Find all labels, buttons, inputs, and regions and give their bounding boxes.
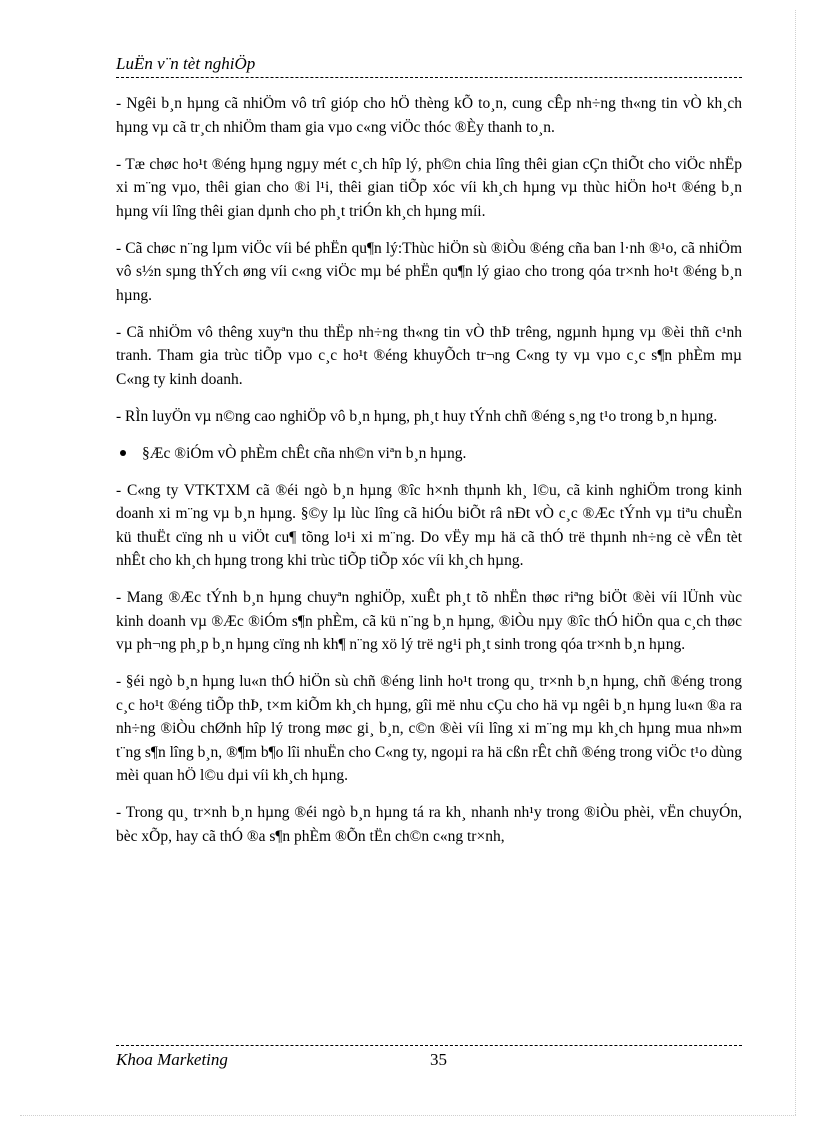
page-header-title: LuËn v¨n tèt nghiÖp xyxy=(116,54,256,73)
paragraph: - §éi ngò b¸n hµng lu«n thÓ hiÖn sù chñ ®éng linh ho¹t trong qu¸ tr×nh b¸n hµng, chñ ®éng trong c¸c ho¹t ®éng tiÕp thÞ, t×m kiÕm kh¸ch hµng, gîi më nhu cÇu cho hä vµ ngêi b¸n hµng lu«n ®a ra nh÷ng ®iÒu chØnh hîp lý trong møc gi¸ b¸n, c©n ®èi víi lîng xi m¨ng mµ kh¸ch hµng mua nh»m t¨ng s¶n lîng b¸n, ®¶m b¶o lîi nhuËn cho C«ng ty, ngoµi ra hä cßn rÊt chñ ®éng trong viÖc t¹o dùng mèi quan hÖ l©u dµi víi kh¸ch hµng. xyxy=(116,673,742,784)
bullet-heading-text: §Æc ®iÓm vÒ phÈm chÊt cña nh©n viªn b¸n hµng. xyxy=(142,444,467,462)
footer-divider xyxy=(116,1045,742,1046)
header-divider xyxy=(116,77,742,78)
page-number: 35 xyxy=(430,1050,447,1069)
footer-department: Khoa Marketing xyxy=(116,1050,228,1069)
paragraph: - RÌn luyÖn vµ n©ng cao nghiÖp vô b¸n hµng, ph¸t huy tÝnh chñ ®éng s¸ng t¹o trong b¸n hµng. xyxy=(116,407,718,425)
paragraph: - Tæ chøc ho¹t ®éng hµng ngµy mét c¸ch hîp lý, ph©n chia lîng thêi gian cÇn thiÕt cho viÖc nhËp xi m¨ng vµo, thêi gian cho ®i l¹i, thêi gian tiÕp xóc víi kh¸ch hµng vµ thùc hiÖn ho¹t ®éng b¸n hµng víi lîng thêi gian dµnh cho ph¸t triÓn kh¸ch hµng míi. xyxy=(116,155,742,220)
paragraph: - Mang ®Æc tÝnh b¸n hµng chuyªn nghiÖp, xuÊt ph¸t tõ nhËn thøc riªng biÖt ®èi víi lÜnh vùc kinh doanh vµ ®Æc ®iÓm s¶n phÈm, cã kü n¨ng b¸n hµng, ®iÒu nµy ®îc thÓ hiÖn qua c¸ch thøc vµ ph¬ng ph¸p b¸n hµng cïng nh kh¶ n¨ng xö lý trë ng¹i ph¸t sinh trong qóa tr×nh b¸n hµng. xyxy=(116,589,742,653)
bullet-icon xyxy=(120,450,126,456)
paragraph: - Cã nhiÖm vô thêng xuyªn thu thËp nh÷ng th«ng tin vÒ thÞ trêng, ngµnh hµng vµ ®èi thñ c¹nh tranh. Tham gia trùc tiÕp vµo c¸c ho¹t ®éng khuyÕch tr¬ng C«ng ty vµ vµo c¸c s¶n phÈm mµ C«ng ty kinh doanh. xyxy=(116,323,742,388)
paragraph: - C«ng ty VTKTXM cã ®éi ngò b¸n hµng ®îc h×nh thµnh kh¸ l©u, cã kinh nghiÖm trong kinh doanh xi m¨ng vµ b¸n hµng. §©y lµ lùc lîng cã hiÓu biÕt râ nÐt vÒ c¸c ®Æc tÝnh vµ tiªu chuÈn kü thuËt cïng nh u viÖt cu¶ tõng lo¹i xi m¨ng. Do vËy mµ hä cã thÓ trë thµnh nh÷ng cè vÊn tèt nhÊt cho kh¸ch hµng trong khi trùc tiÕp tiÕp xóc víi kh¸ch hµng. xyxy=(116,481,742,569)
paragraph: - Cã chøc n¨ng lµm viÖc víi bé phËn qu¶n lý:Thùc hiÖn sù ®iÒu ®éng cña ban l·nh ®¹o, cã nhiÖm vô s½n sµng thÝch øng víi c«ng viÖc mµ bé phËn qu¶n lý giao cho trong qóa tr×nh ho¹t ®éng b¸n hµng. xyxy=(116,239,742,304)
page-edge-right xyxy=(795,10,796,1115)
paragraph: - Trong qu¸ tr×nh b¸n hµng ®éi ngò b¸n hµng tá ra kh¸ nhanh nh¹y trong ®iÒu phèi, vËn chuyÓn, bèc xÕp, hay cã thÓ ®a s¶n phÈm ®Õn tËn ch©n c«ng tr×nh, xyxy=(116,804,742,845)
paragraph: - Ngêi b¸n hµng cã nhiÖm vô trî gióp cho hÖ thèng kÕ to¸n, cung cÊp nh÷ng th«ng tin vÒ kh¸ch hµng vµ cã tr¸ch nhiÖm tham gia vµo c«ng viÖc thóc ®Èy thanh to¸n. xyxy=(116,95,742,136)
page-edge-bottom xyxy=(20,1115,796,1116)
bullet-heading-item xyxy=(116,442,742,466)
document-body xyxy=(116,92,742,862)
